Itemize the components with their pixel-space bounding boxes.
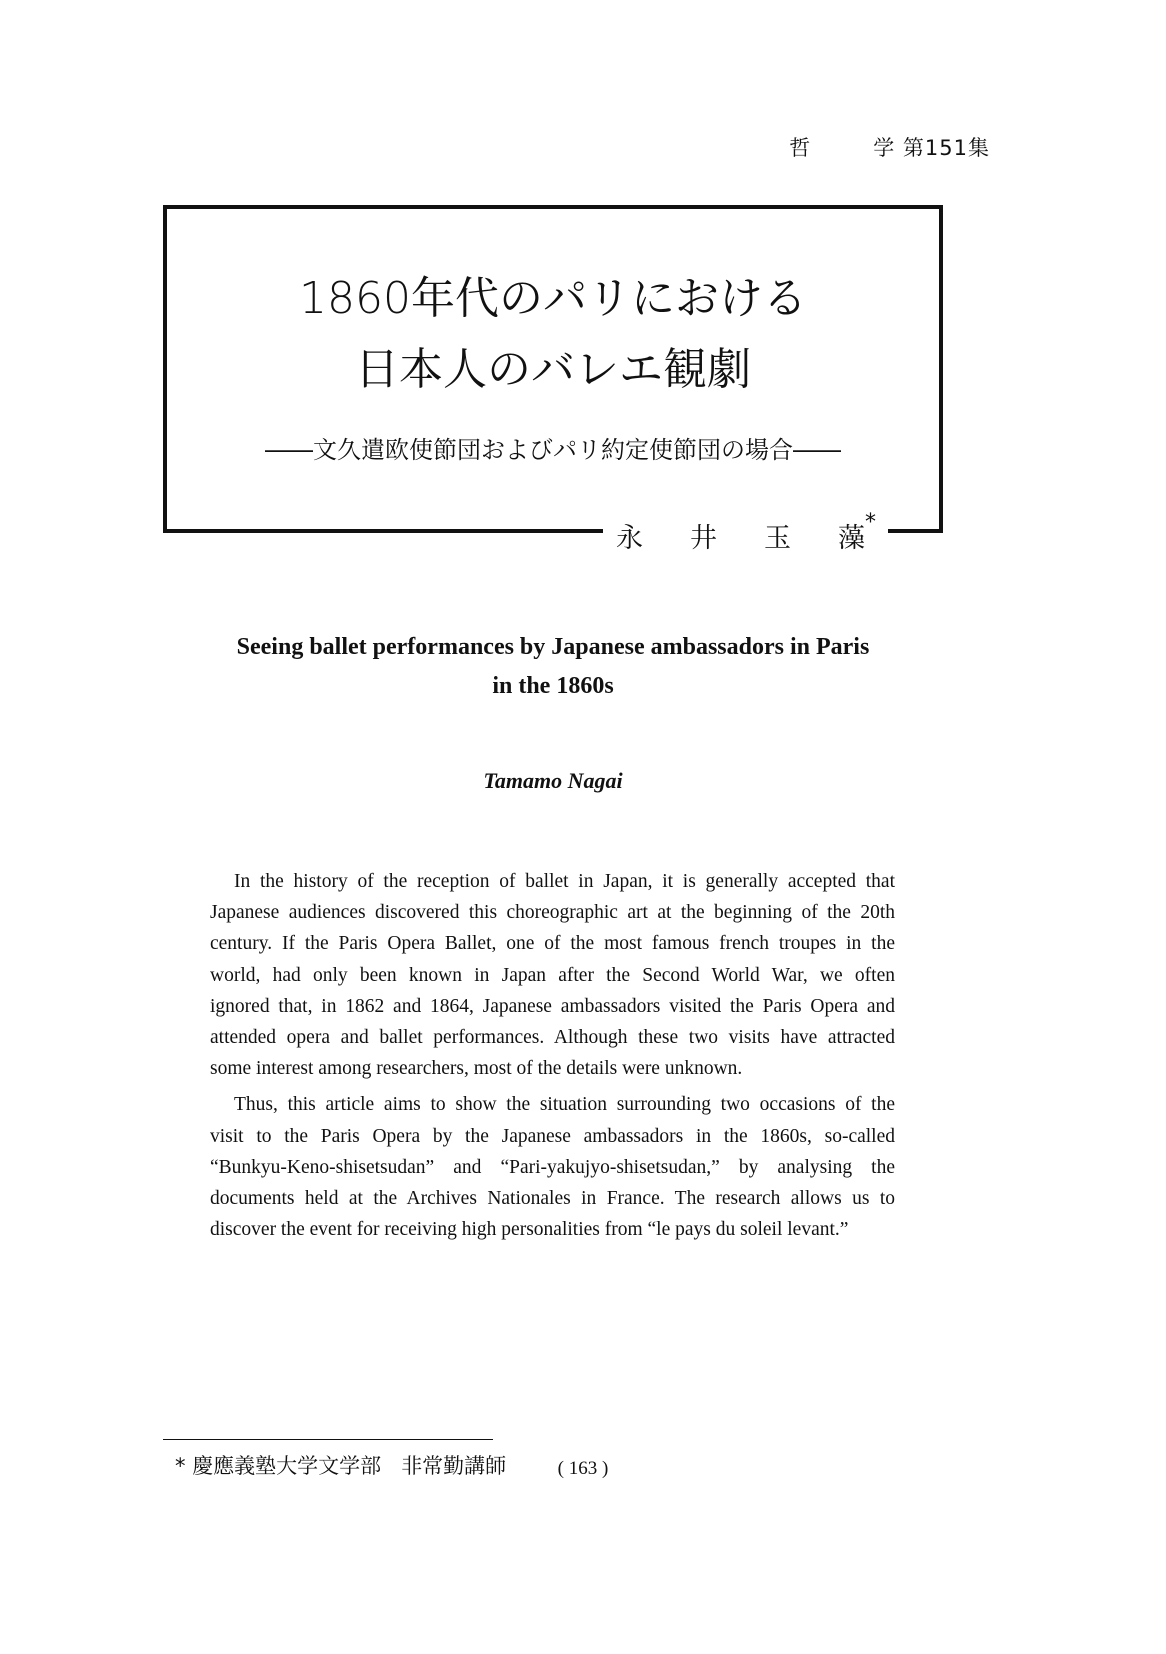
author-char: 藻 <box>838 523 865 554</box>
english-title <box>163 628 943 706</box>
footnote-mark: * <box>865 510 876 535</box>
abstract-line: world, had only been known in Japan after the Second World War, we often <box>210 964 895 986</box>
english-title-line-2: in the 1860s <box>492 673 614 699</box>
abstract <box>210 866 895 1250</box>
footnote-mark: * <box>175 1454 186 1478</box>
abstract-line: visit to the Paris Opera by the Japanese ambassadors in the 1860s, so-called <box>210 1125 895 1147</box>
author-japanese <box>612 510 880 555</box>
abstract-line: ignored that, in 1862 and 1864, Japanese ambassadors visited the Paris Opera and <box>210 995 895 1017</box>
title-line-2: 日本人のバレエ観劇 <box>355 344 751 395</box>
footnote-rule <box>163 1439 493 1440</box>
abstract-line: attended opera and ballet performances. Although these two visits have attracted <box>210 1027 895 1049</box>
journal-name-b: 学 第151集 <box>873 136 990 160</box>
author-char: 玉 <box>764 523 791 554</box>
journal-name-a: 哲 <box>789 136 812 160</box>
title-box-bottom-left <box>163 529 603 533</box>
author-char: 井 <box>690 523 717 554</box>
english-author: Tamamo Nagai <box>483 768 623 793</box>
title-line-1: 1860年代のパリにおける <box>299 273 807 324</box>
abstract-paragraph <box>210 866 895 1084</box>
subtitle: ――文久遣欧使節団およびパリ約定使節団の場合―― <box>265 436 841 464</box>
footnote-position: 非常勤講師 <box>401 1454 507 1478</box>
abstract-line: Thus, this article aims to show the situation surrounding two occasions of the <box>234 1094 895 1116</box>
abstract-line: century. If the Paris Opera Ballet, one of the most famous french troupes in the <box>210 933 895 955</box>
abstract-paragraph <box>210 1089 895 1245</box>
abstract-line: discover the event for receiving high personalities from “le pays du soleil levant.” <box>210 1219 849 1241</box>
abstract-line: “Bunkyu-Keno-shisetsudan” and “Pari-yakujyo-shisetsudan,” by analysing the <box>210 1156 895 1178</box>
footnote-affiliation: 慶應義塾大学文学部 <box>192 1454 382 1478</box>
abstract-line: some interest among researchers, most of the details were unknown. <box>210 1058 743 1080</box>
page-number: ( 163 ) <box>557 1458 609 1479</box>
title-box-bottom-right <box>888 529 943 533</box>
english-title-line-1: Seeing ballet performances by Japanese ambassadors in Paris <box>236 634 870 660</box>
journal-header <box>789 132 990 162</box>
abstract-line: In the history of the reception of ballet in Japan, it is generally accepted that <box>234 871 895 892</box>
abstract-line: documents held at the Archives Nationales in France. The research allows us to <box>210 1188 895 1210</box>
abstract-line: Japanese audiences discovered this choreographic art at the beginning of the 20th <box>210 902 895 924</box>
author-char: 永 <box>616 523 643 554</box>
